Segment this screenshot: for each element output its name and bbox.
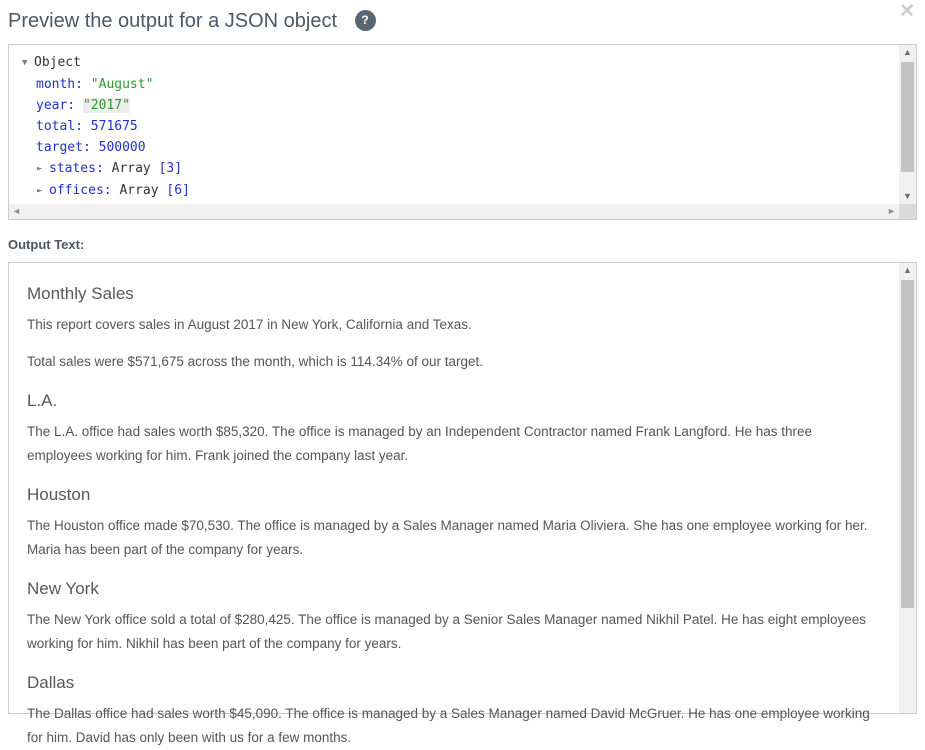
section-heading: L.A.: [27, 391, 58, 410]
scroll-down-icon[interactable]: ▼: [903, 191, 912, 201]
json-value: 500000: [98, 140, 146, 155]
section-heading: Monthly Sales: [27, 284, 134, 303]
json-row-target[interactable]: [22, 137, 899, 158]
section-paragraph: The Houston office made $70,530. The office is managed by a Sales Manager named Maria Oliviera. She has one employee working for her. Maria has been part of the company for years.: [27, 518, 868, 557]
json-tree-panel: [8, 44, 917, 220]
scrollbar-thumb[interactable]: [901, 280, 914, 608]
json-horizontal-scrollbar[interactable]: [9, 204, 899, 219]
section-paragraph: Total sales were $571,675 across the month, which is 114.34% of our target.: [27, 354, 484, 369]
dialog-title: Preview the output for a JSON object: [8, 10, 338, 33]
output-section-houston: [27, 485, 871, 562]
output-text-label: Output Text:: [8, 237, 85, 252]
output-section-monthly-sales: [27, 284, 871, 374]
output-section-la: [27, 391, 871, 468]
json-row-total[interactable]: [22, 116, 899, 137]
scroll-left-icon[interactable]: ◄: [12, 206, 21, 216]
json-vertical-scrollbar[interactable]: [899, 45, 916, 204]
output-vertical-scrollbar[interactable]: [899, 263, 916, 713]
section-paragraph: The New York office sold a total of $280,425. The office is managed by a Senior Sales Manager named Nikhil Patel. He has eight employees working for him. Nikhil has been part of the company for years.: [27, 612, 867, 651]
json-key: target:: [36, 140, 91, 155]
output-section-new-york: [27, 579, 871, 656]
json-tree: [9, 45, 899, 204]
section-heading: New York: [27, 579, 99, 598]
scrollbar-thumb[interactable]: [901, 62, 914, 172]
json-value: "August": [90, 77, 154, 92]
json-key: month:: [36, 77, 83, 92]
section-paragraph: The Dallas office had sales worth $45,090. The office is managed by a Sales Manager named David McGruer. He has one employee working for him. David has only been with us for a few months.: [27, 706, 870, 745]
section-paragraph: This report covers sales in August 2017 in New York, California and Texas.: [27, 317, 472, 332]
scroll-up-icon[interactable]: ▲: [903, 47, 912, 57]
json-row-year[interactable]: [22, 95, 899, 116]
json-key: states:: [49, 161, 104, 176]
json-value-highlighted: "2017": [82, 98, 130, 113]
section-heading: Dallas: [27, 673, 75, 692]
json-row-month[interactable]: [22, 74, 899, 95]
json-row-states[interactable]: [22, 158, 899, 180]
dialog-header: [8, 0, 917, 44]
help-icon[interactable]: ?: [355, 10, 376, 31]
section-heading: Houston: [27, 485, 91, 504]
json-value: 571675: [90, 119, 138, 134]
expand-icon[interactable]: ►: [37, 186, 43, 196]
collapse-icon[interactable]: ▼: [22, 58, 28, 68]
json-key: total:: [36, 119, 83, 134]
json-array-label: Array: [119, 183, 159, 198]
output-section-dallas: [27, 673, 871, 750]
json-key: year:: [36, 98, 76, 113]
output-preview-panel: [8, 262, 917, 745]
scrollbar-corner: [899, 204, 916, 219]
close-icon[interactable]: ✕: [899, 1, 915, 22]
json-array-label: Array: [111, 161, 151, 176]
scroll-right-icon[interactable]: ►: [887, 206, 896, 216]
section-paragraph: The L.A. office had sales worth $85,320. The office is managed by an Independent Contractor named Frank Langford. He has three employees working for him. Frank joined the company last year.: [27, 424, 812, 463]
output-text: [9, 263, 899, 745]
json-array-length: [6]: [166, 183, 190, 198]
scroll-up-icon[interactable]: ▲: [903, 265, 912, 275]
json-array-length: [3]: [158, 161, 183, 176]
json-row-offices[interactable]: [22, 180, 899, 202]
expand-icon[interactable]: ►: [37, 164, 43, 174]
json-root-label: Object: [34, 55, 81, 70]
json-row-root[interactable]: [22, 52, 899, 74]
json-key: offices:: [49, 183, 112, 198]
